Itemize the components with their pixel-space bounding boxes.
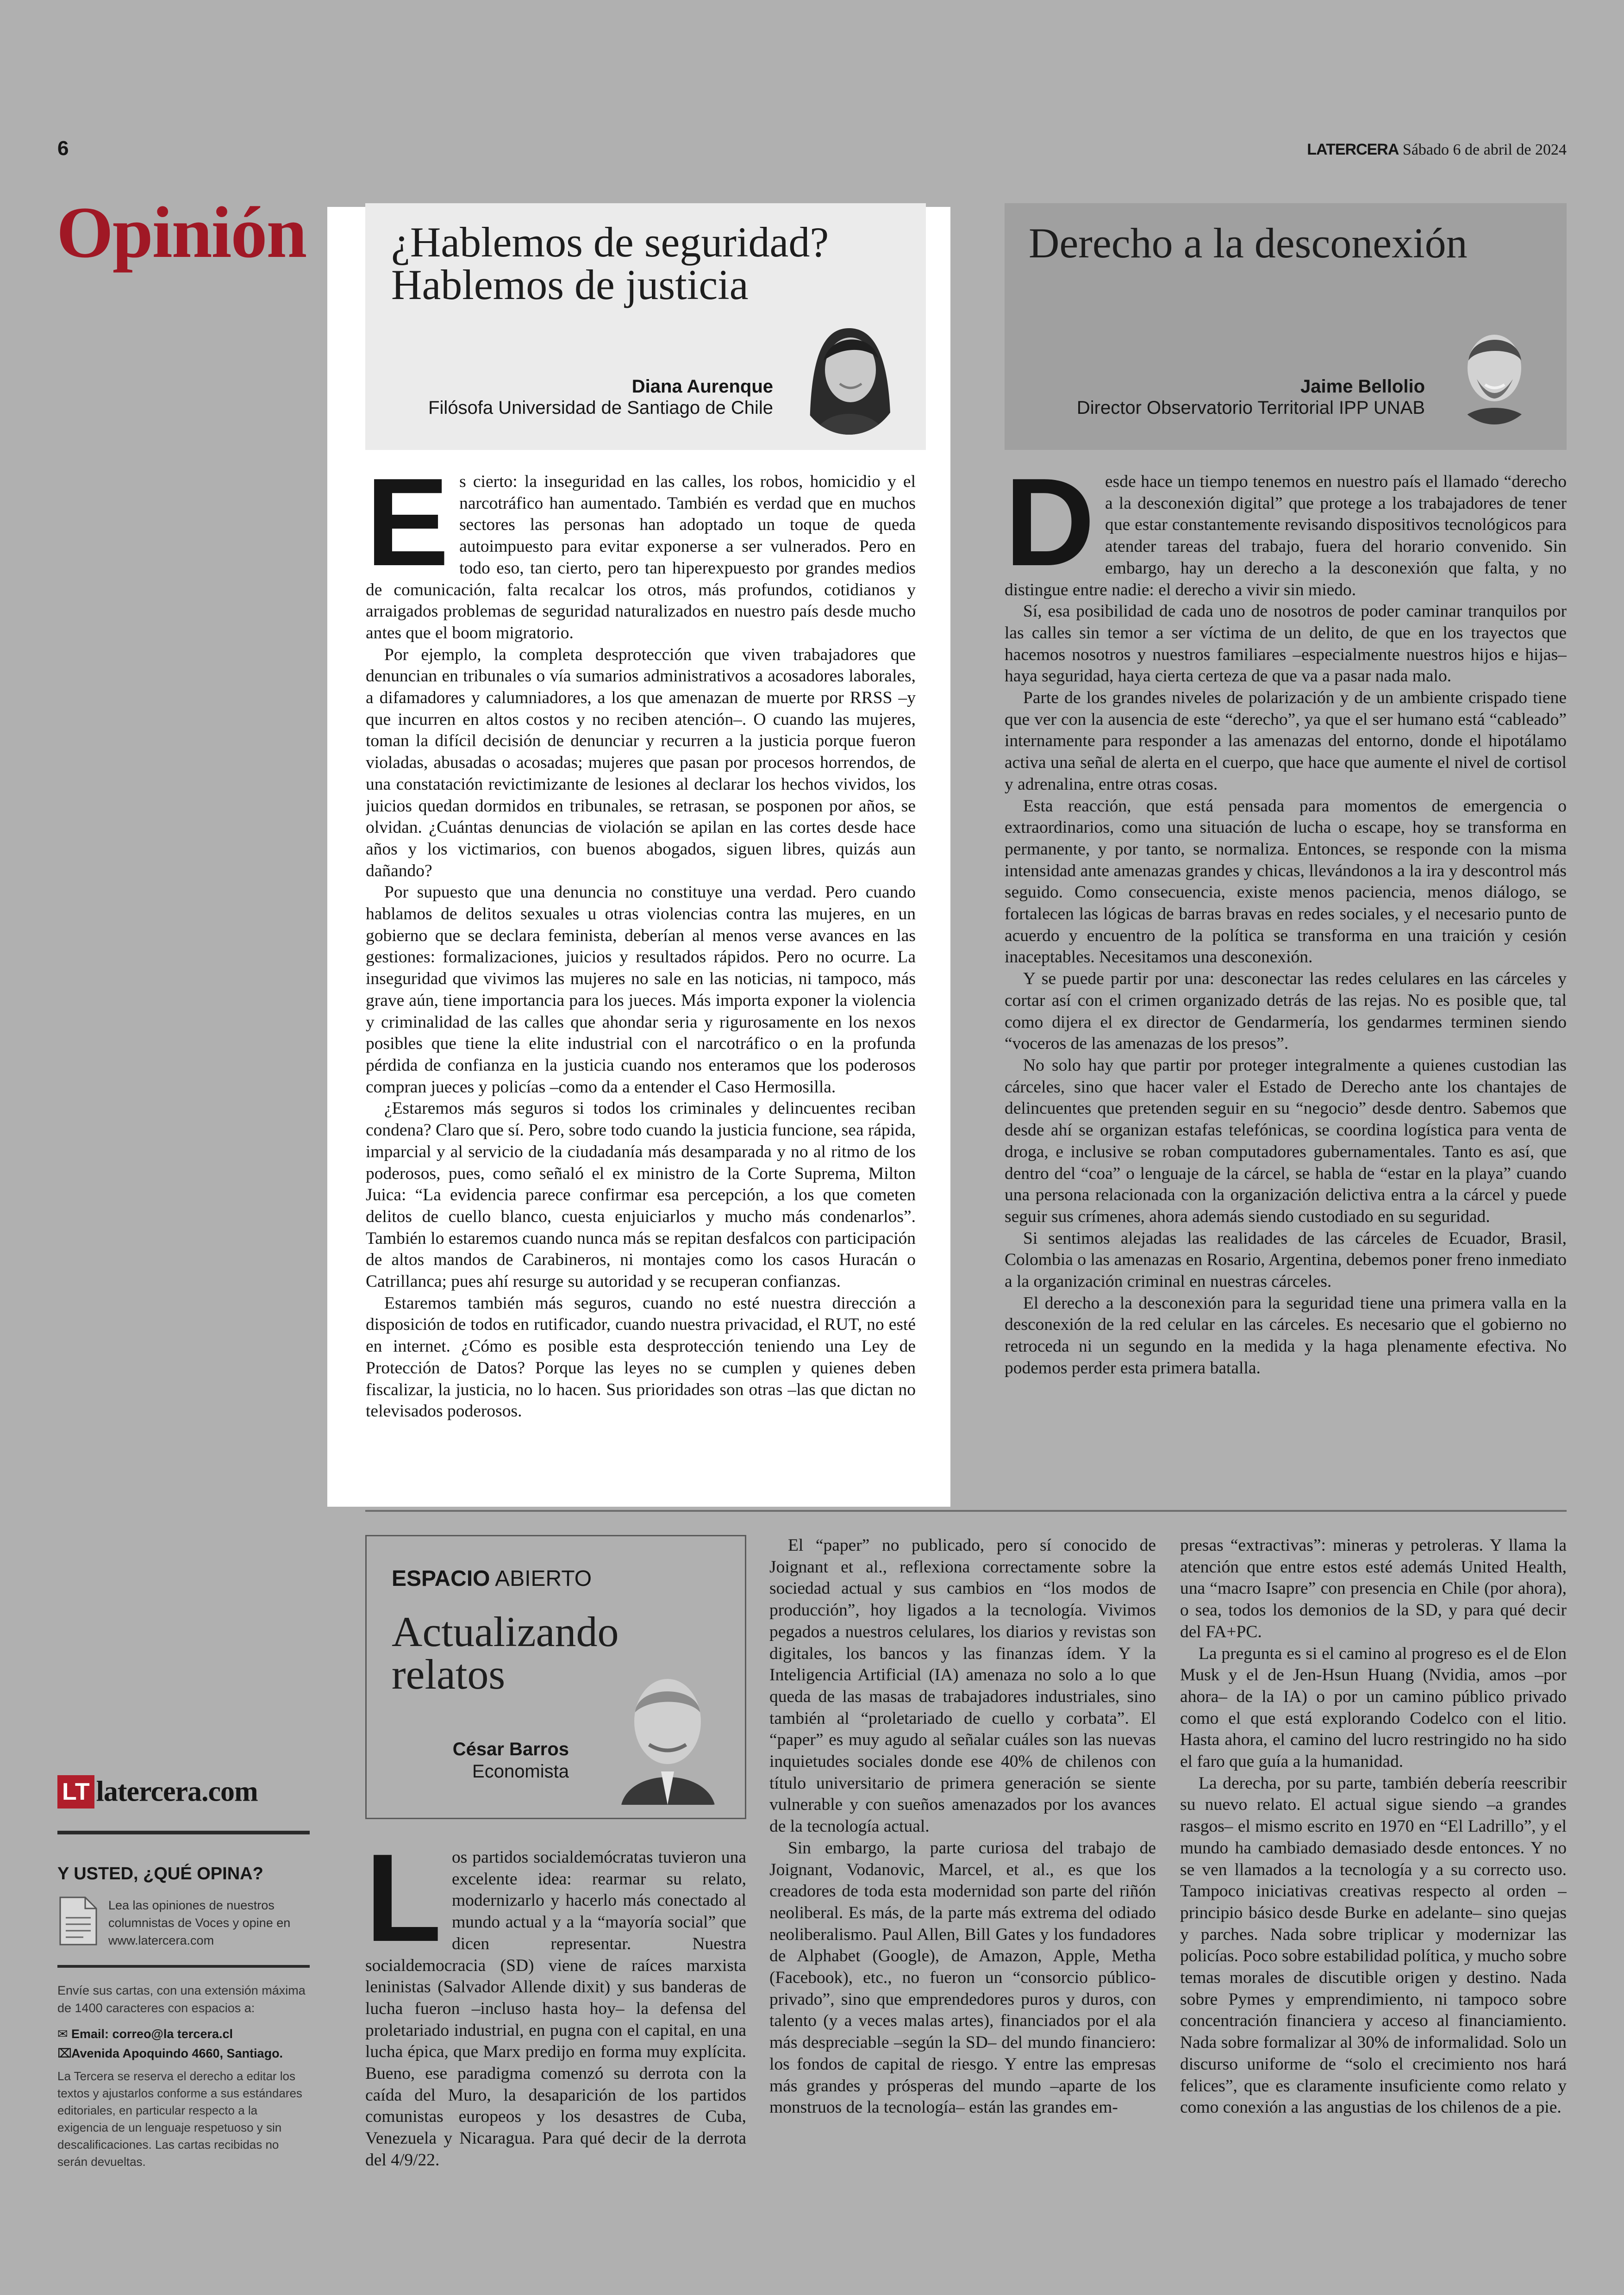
article-3-paragraph: os partidos socialdemócratas tuvieron una excelente idea: rearmar su relato, modernizarlo y hacerlo más conectado al mundo actual y a la “mayoría social” que dicen representar. Nuestra socialdemocracia (SD) viene de raíces marxista leninistas (Salvador Allende dixit) y sus banderas de lucha fueron –incluso hasta hoy– la defensa del proletariado industrial, en pugna con el capital, en una lucha épica, que Marx predijo en forma muy explícita. Bueno, ese paradigma comenzó su derrota con la caída del Muro, la desaparición de los partidos comunistas europeos y los desastres de Cuba, Venezuela y Nicaragua. Para qué decir de la derrota del 4/9/22. xyxy=(365,1848,746,2170)
article-2-author-role: Director Observatorio Territorial IPP UNAB xyxy=(1076,398,1425,418)
article-1-headline-line1: ¿Hablemos de seguridad? xyxy=(391,218,829,266)
article-3-author: César Barros xyxy=(452,1739,569,1759)
article-3-column-3 xyxy=(1180,1535,1567,2169)
article-1-dropcap: E xyxy=(366,471,450,592)
article-3-paragraph: La pregunta es si el camino al progreso es el de Elon Musk y el de Jen-Hsun Huang (Nvidia, amos –por ahora– de la IA) o por un camino público privado como el que está explorando Codelco con el litio. Hasta ahora, el camino del lucro restringido no ha sido el faro que guía a la humanidad. xyxy=(1180,1644,1567,1771)
sidebar-address-text: Avenida Apoquindo 4660, Santiago. xyxy=(71,2046,283,2060)
sidebar xyxy=(57,1775,310,2173)
article-2-body xyxy=(1005,471,1567,1485)
section-title: Opinión xyxy=(56,192,306,273)
article-2-header xyxy=(1005,203,1567,450)
page-number: 6 xyxy=(57,137,69,160)
author-portrait-diana xyxy=(796,314,902,435)
article-3-kicker xyxy=(392,1566,592,1591)
article-2-paragraph: El derecho a la desconexión para la seguridad tiene una primera valla en la desconexión de la red celular en las cárceles. Es necesario que el gobierno no retroceda ni un segundo en la medida y la haga plenamente efectiva. No podemos perder esta primera batalla. xyxy=(1005,1293,1567,1378)
article-2-paragraph: Parte de los grandes niveles de polarización y de un ambiente crispado tiene que ver con la ausencia de este “derecho”, ya que el ser humano está “cableado” internamente para responder a las amenazas del entorno, donde el hipotálamo activa una señal de alerta en el cuerpo, que hace que aumente el nivel de cortisol y adrenalina, entre otras cosas. xyxy=(1005,688,1567,794)
article-2-dropcap: D xyxy=(1005,471,1095,592)
sidebar-disclaimer: La Tercera se reserva el derecho a editar los textos y ajustarlos conforme a sus estándares editoriales, en particular respecto a la exigencia de un lenguaje respetuoso y sin descalificaciones. Las cartas recibidas no serán devueltas. xyxy=(57,2069,302,2169)
article-3-author-role: Economista xyxy=(472,1761,569,1782)
article-3-header xyxy=(365,1535,746,1819)
article-2-headline: Derecho a la desconexión xyxy=(1029,219,1468,267)
article-3-kicker-bold: ESPACIO xyxy=(392,1566,490,1591)
article-3-dropcap: L xyxy=(365,1847,442,1968)
masthead xyxy=(1307,141,1567,159)
article-1-paragraph: Por supuesto que una denuncia no constituye una verdad. Pero cuando hablamos de delitos sexuales u otras violencias contra las mujeres, en un gobierno que se declara feminista, deberían al menos verse avances en las gestiones: formalizaciones, juicios y resultados rápidos. Pero no ocurre. La inseguridad que vivimos las mujeres no sale en las noticias, ni tampoco, más grave aún, tiene importancia para los jueces. Más importa exponer la violencia y criminalidad de las calles que ahondar seria y rigurosamente en los nexos posibles que tiene la elite industrial con el narcotráfico o en la profunda pérdida de confianza en la justicia cuando nos enteramos que los poderosos compran jueces y policías –como da a entender el Caso Hermosilla. xyxy=(366,883,916,1097)
masthead-date: Sábado 6 de abril de 2024 xyxy=(1402,141,1567,158)
article-2-paragraph: Si sentimos alejadas las realidades de las cárceles de Ecuador, Brasil, Colombia o las amenazas en Rosario, Argentina, debemos poner freno inmediato a la organización criminal en nuestras cárceles. xyxy=(1005,1229,1567,1291)
latercera-logo[interactable] xyxy=(57,1775,258,1813)
article-3-paragraph: Sin embargo, la parte curiosa del trabajo de Joignant, Vodanovic, Marcel, et al., es que los creadores de toda esta modernidad son parte del riñón neoliberal. Es más, de la parte más extrema del odiado neoliberalismo. Paul Allen, Bill Gates y los fundadores de Alphabet (Google), de Amazon, Apple, Metha (Facebook), etc., no fueron un “consorcio público-privado”, sino que emprendedores puros y duros, con talento (y a veces malas artes), financiados por el ala más despreciable –según la SD– del mundo financiero: los fondos de capital de riesgo. Y entre las empresas más grandes y prósperas del mundo –aparte de los monstruos de la tecnología– están las grandes em- xyxy=(769,1838,1156,2117)
article-1-body xyxy=(366,471,916,1485)
article-2-paragraph: Esta reacción, que está pensada para momentos de emergencia o extraordinarios, como una situación de lucha o escape, hoy se transforma en permanente, y por tanto, se normaliza. Entonces, se responde con la misma intensidad ante amenazas grandes y chicas, llevándonos a la ira y descontrol más seguido. Como consecuencia, existe menos paciencia, menos diálogo, se fortalecen las lógicas de barras bravas en redes sociales, y el necesario punto de acuerdo y encuentro de la política se transforma en una traición y cesión inaceptables. Necesitamos una desconexión. xyxy=(1005,796,1567,967)
article-1-author: Diana Aurenque xyxy=(631,376,773,397)
document-icon xyxy=(57,1896,99,1946)
article-1-paragraph: ¿Estaremos más seguros si todos los criminales y delincuentes reciban condena? Claro que sí. Pero, sobre todo cuando la justicia funcione, sea rápida, imparcial y al servicio de la ciudadanía más desamparada y no al ritmo de los poderosos, pues, como señaló el ex ministro de la Corte Suprema, Milton Juica: “La evidencia parece confirmar esa percepción, a los que cometen delitos de cuello blanco, cuesta enjuiciarlos y mucho más condenarlos”. También lo estaremos cuando nunca más se repitan desfalcos con participación de altos mandos de Carabineros, ni montajes como los casos Huracán o Catrillanca; pues ahí resurge su autoridad y se recuperan confianzas. xyxy=(366,1099,916,1291)
sidebar-email-text[interactable]: Email: correo@la tercera.cl xyxy=(71,2027,233,2041)
section-divider xyxy=(365,1510,1567,1512)
sidebar-question: Y USTED, ¿QUÉ OPINA? xyxy=(57,1864,263,1883)
author-portrait-jaime xyxy=(1449,324,1540,424)
article-3-headline-line2: relatos xyxy=(392,1651,506,1698)
author-portrait-cesar xyxy=(612,1666,723,1805)
masthead-brand: LATERCERA xyxy=(1307,141,1399,158)
article-3-paragraph: La derecha, por su parte, también debería reescribir su nuevo relato. El actual sigue siendo –a grandes rasgos– el mismo escrito en 1970 en “El Ladrillo”, y el mundo ha cambiado demasiado desde entonces. Y no se ven llamados a la tecnología y a su correcto uso. Tampoco iniciativas creativas respecto al orden –principio básico desde Burke en adelante– sino quejas y parches. Nada sobre triplicar y modernizar las policías. Poco sobre estabilidad política, y mucho sobre temas morales de discutible origen y destino. Nada sobre Pymes y emprendimiento, ni tampoco sobre concentración financiera y acceso al financiamiento. Nada sobre formalizar al 30% de informalidad. Solo un discurso uniforme de “solo el crecimiento nos hará felices”, que es claramente insuficiente como relato y como conexión a las angustias de los chilenos de a pie. xyxy=(1180,1773,1567,2117)
article-3-paragraph: El “paper” no publicado, pero sí conocido de Joignant et al., reflexiona correctamente sobre la sociedad actual y sus cambios en “los modos de producción”, hoy ligados a la tecnología. Vivimos pegados a nuestros celulares, los diarios y revistas son digitales, los bancos y las finanzas ídem. Y la Inteligencia Artificial (IA) amenaza no solo a lo que queda de las masas de trabajadores industriales, sino también al “proletariado de cuello y corbata”. El “paper” es muy agudo al señalar cuáles son las nuevas inquietudes sociales donde ese 40% de chilenos con título universitario de primera generación se siente vulnerable y con sueños amenazados por los avances de la tecnología actual. xyxy=(769,1536,1156,1836)
article-3-column-1 xyxy=(365,1847,746,2171)
envelope-icon: ✉ xyxy=(57,2027,68,2041)
sidebar-letters-info: Envíe sus cartas, con una extensión máxima de 1400 caracteres con espacios a: xyxy=(57,1983,306,2015)
sidebar-rule xyxy=(57,1965,310,1968)
article-2-author: Jaime Bellolio xyxy=(1300,376,1425,397)
article-2-paragraph: Y se puede partir por una: desconectar las redes celulares en las cárceles y cortar así con el crimen organizado detrás de las rejas. No es posible que, tal como dijera el ex director de Gendarmería, los gendarmes terminen siendo “voceros de las amenazas de los presos”. xyxy=(1005,969,1567,1054)
article-1-author-role: Filósofa Universidad de Santiago de Chile xyxy=(428,398,773,418)
mailbox-icon: ⌧ xyxy=(57,2046,72,2060)
logo-badge: LT xyxy=(57,1775,94,1809)
article-3-kicker-rest: ABIERTO xyxy=(495,1566,592,1591)
article-1-paragraph: Por ejemplo, la completa desprotección que viven trabajadores que denuncian en tribunales o vía sumarios administrativos a acosadores laborales, a difamadores y calumniadores, a los que amenazan de muerte por RRSS –y que incurren en altos costos y no reciben atención–. O cuando las mujeres, toman la difícil decisión de denunciar y recurren a la justicia porque fueron violadas, abusadas o acosadas; mujeres que pasan por procesos horrendos, de una constatación revictimizante de lesiones al declarar los hechos vividos, los juicios quedan dormidos en tribunales, se retrasan, se posponen por años, se olvidan. ¿Cuántas denuncias de violación se apilan en las cortes desde hace años y los victimarios, con buenos abogados, siguen libres, quizás aun dañando? xyxy=(366,645,916,880)
article-2-paragraph: No solo hay que partir por proteger integralmente a quienes custodian las cárceles, sino que hacer valer el Estado de Derecho ante los chantajes de delincuentes que pretenden seguir en su “negocio” desde dentro. Sabemos que desde ahí se organizan estafas telefónicas, se coordina logística para venta de droga, e inclusive se roban computadores gubernamentales. Tanto es así, que dentro del “coa” o lenguaje de la cárcel, se habla de “estar en la playa” cuando una persona relacionada con la organización delictiva entra a la cárcel y puede seguir sus crímenes, ahora además siendo custodiado en su seguridad. xyxy=(1005,1055,1567,1226)
sidebar-address xyxy=(57,2045,283,2062)
sidebar-email[interactable] xyxy=(57,2025,233,2043)
article-1-header xyxy=(365,203,926,450)
article-1-paragraph: s cierto: la inseguridad en las calles, los robos, homicidio y el narcotráfico han aumentado. También es verdad que en muchos sectores las personas han adoptado un toque de queda autoimpuesto para evitar exponerse a ser vulnerados. Pero en todo eso, tan cierto, pero tan hiperexpuesto por grandes medios de comunicación, falta recalcar los otros, más profundos, cotidianos y arraigados problemas de seguridad naturalizados en nuestro país desde mucho antes que el boom migratorio. xyxy=(366,472,916,642)
article-3-column-2 xyxy=(769,1535,1156,2169)
article-3-headline xyxy=(392,1610,618,1696)
article-1-paragraph: Estaremos también más seguros, cuando no esté nuestra dirección a disposición de todos en rutificador, cuando nuestra privacidad, el RUT, no esté en internet. ¿Cómo es posible esta desprotección teniendo una Ley de Protección de Datos? Porque las leyes no se cumplen y quienes deben fiscalizar, la justicia, no lo hacen. Sus prioridades son otras –las que dictan no televisados poderosos. xyxy=(366,1293,916,1421)
article-1-headline xyxy=(391,218,829,308)
sidebar-rule xyxy=(57,1831,310,1834)
article-1-headline-line2: Hablemos de justicia xyxy=(391,261,749,308)
article-3-headline-line1: Actualizando xyxy=(392,1608,619,1655)
article-2-paragraph: esde hace un tiempo tenemos en nuestro país el llamado “derecho a la desconexión digital” que protege a los trabajadores de tener que estar constantemente revisando dispositivos tecnológicos para atender tareas del trabajo, fuera del horario convenido. Sin embargo, hay un derecho a la desconexión que falta, y no distingue entre nadie: el derecho a vivir sin miedo. xyxy=(1005,472,1567,599)
sidebar-blurb: Lea las opiniones de nuestros columnistas de Voces y opine en www.latercera.com xyxy=(108,1898,291,1947)
article-2-paragraph: Sí, esa posibilidad de cada uno de nosotros de poder caminar tranquilos por las calles sin temor a ser víctima de un delito, de que en los trayectos que hacemos nosotros y nuestros familiares –especialmente nuestros hijos e hijas– haya seguridad, haya cierta certeza de que va a pasar nada malo. xyxy=(1005,602,1567,686)
article-3-paragraph: presas “extractivas”: mineras y petroleras. Y llama la atención que entre estos esté además United Health, una “macro Isapre” con presencia en Chile (por ahora), o sea, todos los demonios de la SD, y para qué decir del FA+PC. xyxy=(1180,1536,1567,1641)
logo-text[interactable]: latercera.com xyxy=(96,1776,258,1808)
